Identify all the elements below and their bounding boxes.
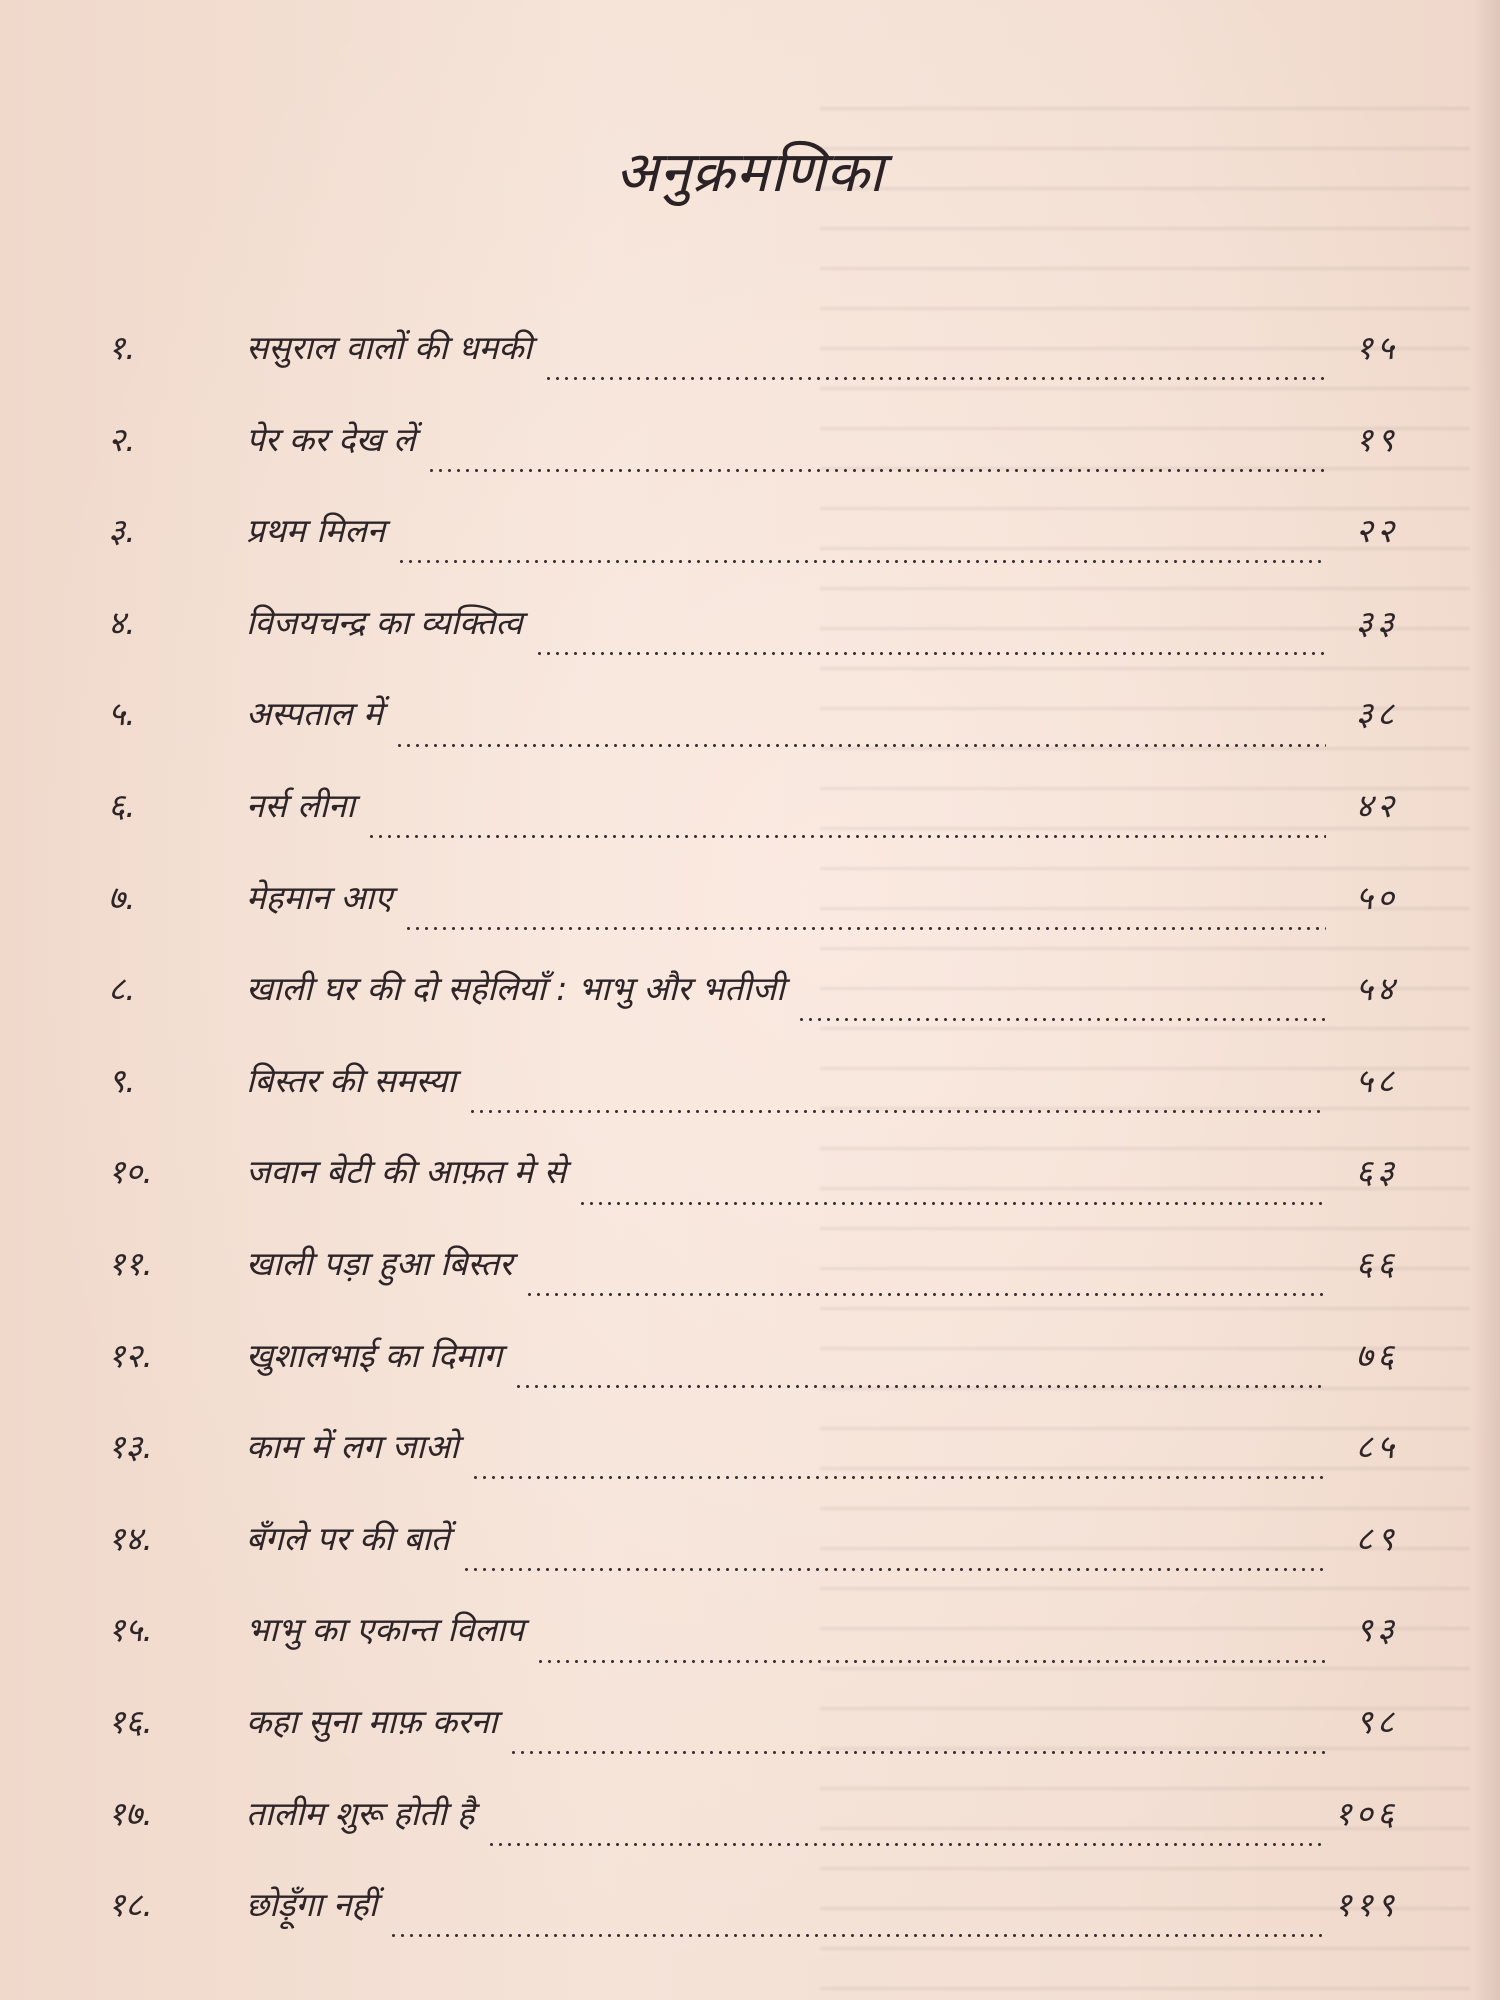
leader-dots [397, 560, 1326, 563]
leader-dots [462, 1568, 1326, 1571]
entry-page: १९ [1355, 419, 1398, 459]
toc-entry [108, 1606, 1398, 1698]
toc-entry [108, 507, 1398, 599]
entry-page: ६६ [1355, 1243, 1398, 1283]
entry-title: छोड़ूँगा नहीं [246, 1885, 378, 1925]
toc-entry [108, 1148, 1398, 1240]
entry-number: १८. [108, 1885, 153, 1925]
page-title: अनुक्रमणिका [615, 140, 885, 205]
entry-title: खाली पड़ा हुआ बिस्तर [246, 1243, 513, 1283]
entry-title: बँगले पर की बातें [246, 1518, 450, 1558]
leader-dots [389, 1934, 1326, 1937]
leader-dots [468, 1110, 1326, 1113]
entry-title: तालीम शुरू होती है [246, 1793, 475, 1833]
entry-page: ९३ [1355, 1610, 1398, 1650]
entry-number: २. [108, 419, 136, 459]
entry-number: ४. [108, 602, 136, 642]
toc-entry [108, 1057, 1398, 1149]
entry-number: १६. [108, 1701, 153, 1741]
toc-entry [108, 690, 1398, 782]
toc-entry [108, 416, 1398, 508]
entry-title: खुशालभाई का दिमाग [246, 1335, 503, 1375]
entry-page: ८९ [1355, 1518, 1398, 1558]
leader-dots [514, 1385, 1326, 1388]
entry-page: ५८ [1355, 1060, 1398, 1100]
toc-entry [108, 782, 1398, 874]
leader-dots [535, 652, 1326, 655]
toc-entry [108, 1423, 1398, 1515]
entry-page: ३३ [1355, 602, 1398, 642]
entry-title: जवान बेटी की आफ़त मे से [246, 1152, 567, 1192]
table-of-contents [108, 324, 1398, 1973]
toc-entry [108, 1332, 1398, 1424]
entry-page: ११९ [1334, 1885, 1398, 1925]
entry-number: ८. [108, 969, 136, 1009]
entry-number: १५. [108, 1610, 153, 1650]
entry-number: ७. [108, 877, 136, 917]
entry-title: भाभु का एकान्त विलाप [246, 1610, 524, 1650]
leader-dots [427, 469, 1326, 472]
leader-dots [471, 1476, 1326, 1479]
toc-entry [108, 874, 1398, 966]
entry-number: ३. [108, 511, 136, 551]
leader-dots [797, 1018, 1326, 1021]
toc-entry [108, 1240, 1398, 1332]
entry-page: १५ [1355, 328, 1398, 367]
entry-number: ९. [108, 1060, 136, 1100]
entry-title: काम में लग जाओ [246, 1427, 459, 1467]
toc-entry [108, 1515, 1398, 1607]
entry-page: ५४ [1355, 969, 1398, 1009]
entry-title: विजयचन्द्र का व्यक्तित्व [246, 602, 523, 642]
leader-dots [578, 1202, 1326, 1205]
leader-dots [395, 744, 1326, 747]
leader-dots [487, 1843, 1326, 1846]
entry-title: अस्पताल में [246, 694, 383, 734]
entry-number: १४. [108, 1518, 153, 1558]
entry-page: ४२ [1355, 785, 1398, 825]
entry-page: २२ [1355, 511, 1398, 551]
entry-page: ५० [1355, 877, 1398, 917]
entry-number: १७. [108, 1793, 153, 1833]
toc-entry [108, 324, 1398, 416]
toc-entry [108, 599, 1398, 691]
entry-title: बिस्तर की समस्या [246, 1060, 456, 1100]
leader-dots [367, 835, 1326, 838]
entry-page: १०६ [1334, 1793, 1398, 1833]
entry-title: पेर कर देख लें [246, 419, 416, 459]
toc-entry [108, 965, 1398, 1057]
entry-number: १२. [108, 1335, 153, 1375]
entry-number: ११. [108, 1243, 153, 1283]
entry-number: १३. [108, 1427, 153, 1467]
entry-page: ६३ [1355, 1152, 1398, 1192]
entry-page: ९८ [1355, 1701, 1398, 1741]
entry-title: कहा सुना माफ़ करना [246, 1701, 498, 1741]
entry-number: १०. [108, 1152, 153, 1192]
entry-page: ७६ [1355, 1335, 1398, 1375]
entry-page: ३८ [1355, 694, 1398, 734]
entry-number: १. [108, 328, 136, 367]
toc-entry [108, 1790, 1398, 1882]
entry-title: ससुराल वालों की धमकी [246, 328, 533, 367]
entry-title: मेहमान आए [246, 877, 393, 917]
leader-dots [544, 377, 1326, 380]
leader-dots [509, 1751, 1326, 1754]
entry-title: प्रथम मिलन [246, 511, 386, 551]
entry-number: ६. [108, 785, 136, 825]
entry-page: ८५ [1355, 1427, 1398, 1467]
entry-number: ५. [108, 694, 136, 734]
entry-title: नर्स लीना [246, 785, 355, 825]
toc-entry [108, 1698, 1398, 1790]
toc-entry [108, 1881, 1398, 1973]
page-edge-shadow [1472, 0, 1500, 2000]
leader-dots [404, 927, 1326, 930]
leader-dots [525, 1293, 1326, 1296]
leader-dots [536, 1660, 1326, 1663]
entry-title: खाली घर की दो सहेलियाँ : भाभु और भतीजी [246, 969, 785, 1009]
